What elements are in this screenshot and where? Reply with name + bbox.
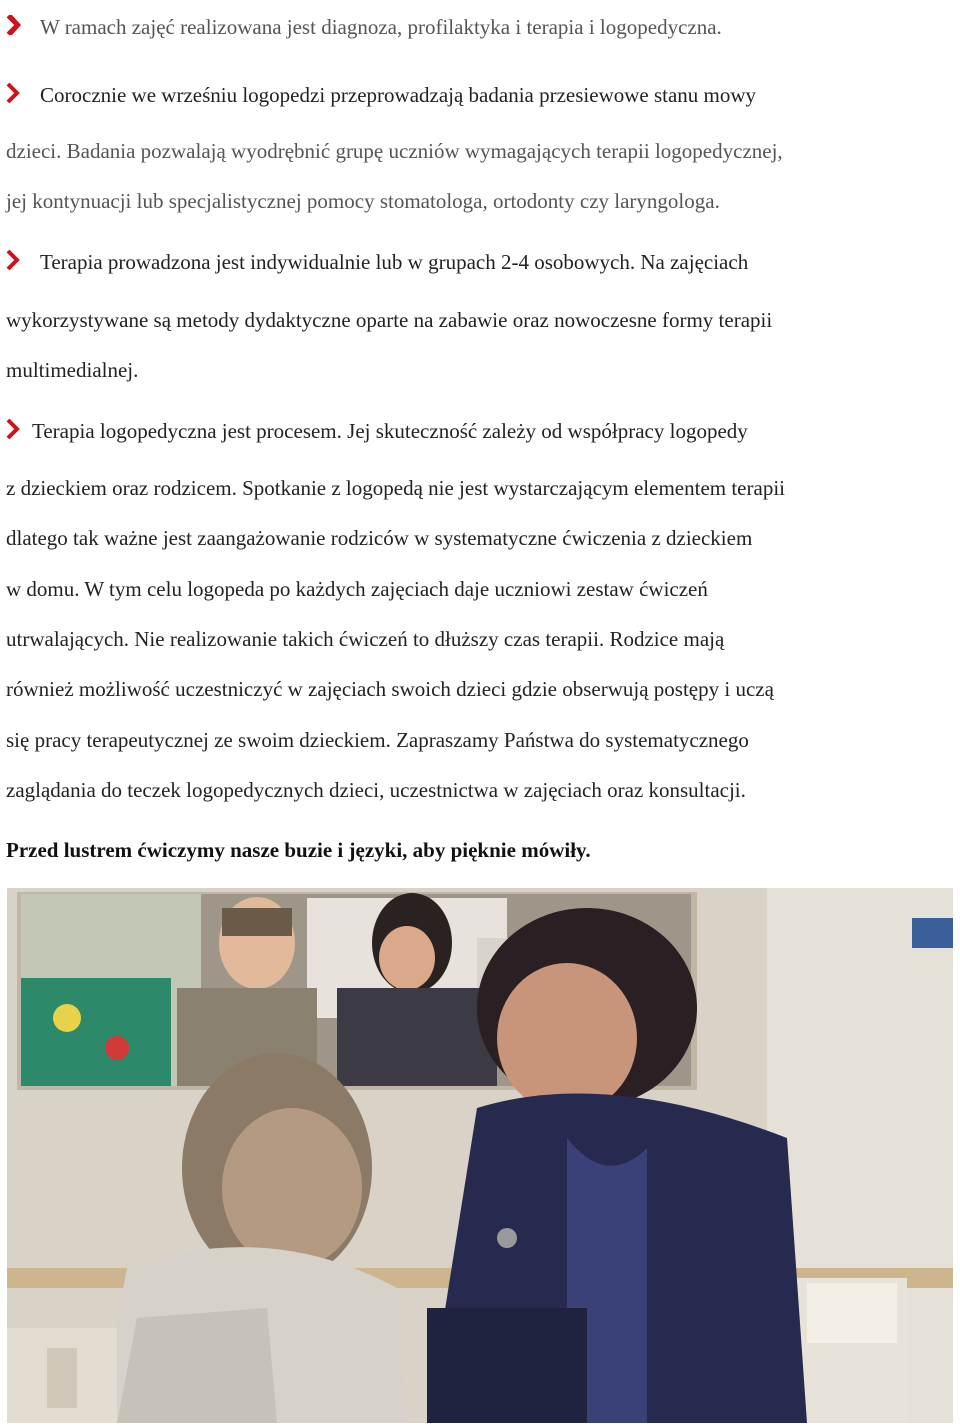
paragraph-process-line-7: się pracy terapeutycznej ze swoim dzieckiem. Zapraszamy Państwa do systematycznego	[6, 728, 749, 752]
chevron-right-icon	[6, 82, 22, 104]
paragraph-process-line-3: dlatego tak ważne jest zaangażowanie rodziców w systematyczne ćwiczenia z dzieckiem	[6, 526, 753, 550]
paragraph-process-line-5: utrwalających. Nie realizowanie takich ćwiczeń to dłuższy czas terapii. Rodzice mają	[6, 627, 725, 651]
paragraph-process-line-8: zaglądania do teczek logopedycznych dzieci, uczestnictwa w zajęciach oraz konsultacji.	[6, 778, 746, 802]
chevron-right-icon	[6, 14, 22, 36]
paragraph-process-line-1: Terapia logopedyczna jest procesem. Jej skuteczność zależy od współpracy logopedy	[32, 419, 748, 443]
paragraph-process-line-6: również możliwość uczestniczyć w zajęciach swoich dzieci gdzie obserwują postępy i uczą	[6, 677, 774, 701]
chevron-right-icon	[6, 418, 22, 440]
paragraph-screening-line-1: Corocznie we wrześniu logopedzi przeprowadzają badania przesiewowe stanu mowy	[40, 83, 757, 107]
photo-caption: Przed lustrem ćwiczymy nasze buzie i języki, aby pięknie mówiły.	[6, 838, 591, 862]
paragraph-process-line-2: z dzieckiem oraz rodzicem. Spotkanie z logopedą nie jest wystarczającym elementem terapii	[6, 476, 785, 500]
classroom-photo	[7, 888, 953, 1423]
paragraph-therapy-line-1: Terapia prowadzona jest indywidualnie lub w grupach 2-4 osobowych. Na zajęciach	[40, 250, 749, 274]
paragraph-diagnosis: W ramach zajęć realizowana jest diagnoza, profilaktyka i terapia i logopedyczna.	[40, 15, 722, 39]
paragraph-process-line-4: w domu. W tym celu logopeda po każdych zajęciach daje uczniowi zestaw ćwiczeń	[6, 577, 708, 601]
paragraph-therapy-line-3: multimedialnej.	[6, 358, 139, 382]
paragraph-therapy-line-2: wykorzystywane są metody dydaktyczne oparte na zabawie oraz nowoczesne formy terapii	[6, 308, 773, 332]
chevron-right-icon	[6, 249, 22, 271]
paragraph-screening-line-3: jej kontynuacji lub specjalistycznej pomocy stomatologa, ortodonty czy laryngologa.	[6, 189, 720, 213]
paragraph-screening-line-2: dzieci. Badania pozwalają wyodrębnić grupę uczniów wymagających terapii logopedycznej,	[6, 139, 783, 163]
